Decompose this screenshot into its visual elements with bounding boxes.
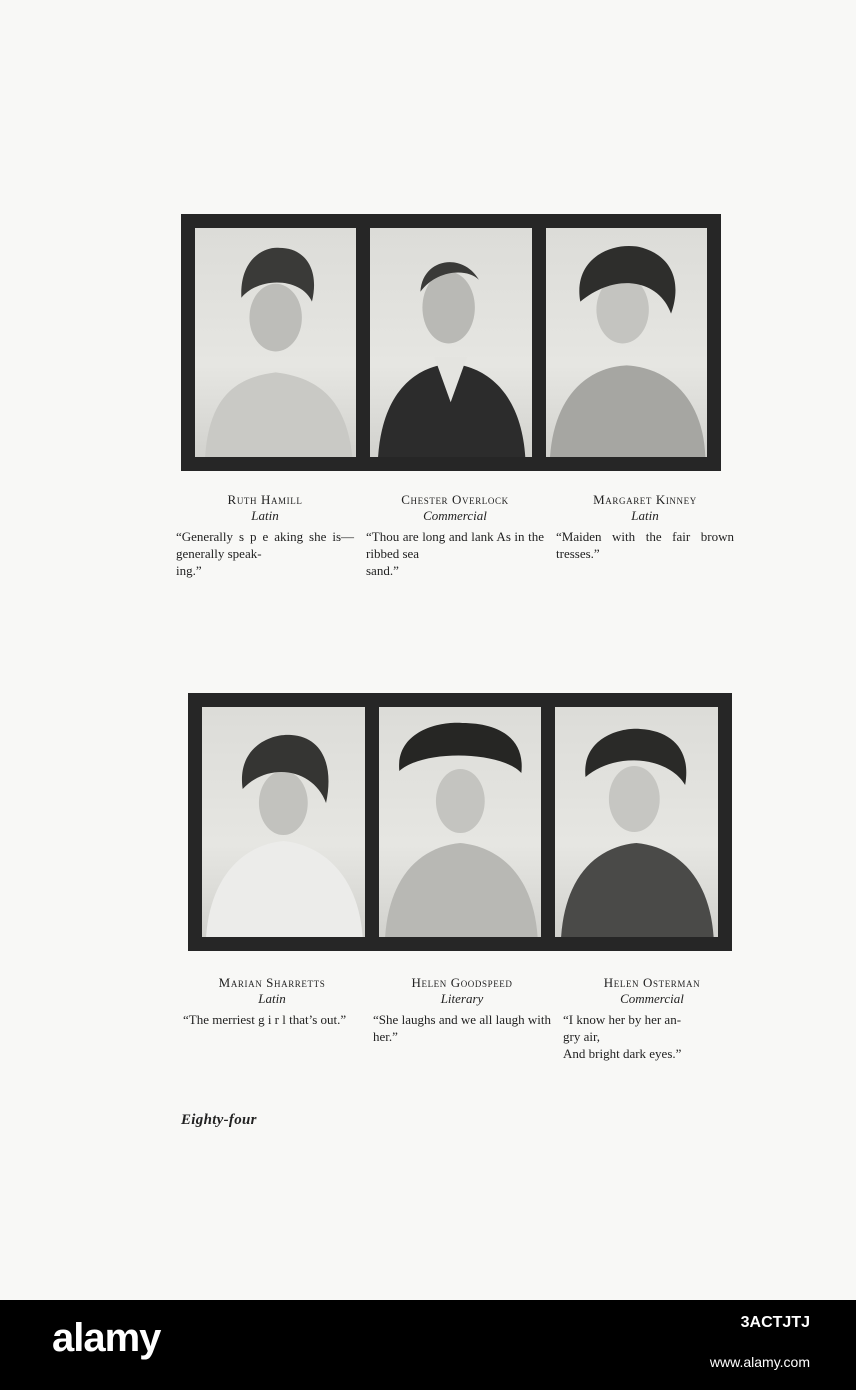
student-quote: “Thou are long and lank As in the ribbed sea sand.” (366, 529, 544, 578)
page-number: Eighty-four (181, 1112, 257, 1128)
caption-helen-goodspeed (367, 975, 557, 1062)
student-name: Margaret Kinney (593, 492, 697, 507)
portrait-ruth-hamill (195, 228, 356, 457)
student-name: Chester Overlock (401, 492, 509, 507)
student-course: Latin (251, 508, 279, 523)
watermark-logo: alamy (52, 1316, 161, 1360)
student-quote: “Maiden with the fair brown tresses.” (556, 529, 734, 561)
student-course: Commercial (423, 508, 487, 523)
portrait-helen-goodspeed (379, 707, 542, 937)
caption-ruth-hamill (170, 492, 360, 579)
photo-strip-bottom (188, 693, 732, 951)
portrait-helen-osterman (555, 707, 718, 937)
student-course: Latin (631, 508, 659, 523)
student-name: Marian Sharretts (218, 975, 326, 990)
student-quote: “The merriest g i r l that’s out.” (183, 1012, 347, 1027)
watermark-url: www.alamy.com (709, 1354, 810, 1370)
watermark-image-id: 3ACTJTJ (740, 1314, 810, 1331)
student-name: Helen Osterman (603, 975, 701, 990)
portrait-margaret-kinney (546, 228, 707, 457)
student-course: Commercial (620, 991, 684, 1006)
student-course: Latin (258, 991, 286, 1006)
photo-strip-top (181, 214, 721, 471)
student-name: Ruth Hamill (227, 492, 303, 507)
caption-chester-overlock (360, 492, 550, 579)
student-name: Helen Goodspeed (411, 975, 513, 990)
watermark-bar (0, 1300, 856, 1390)
portrait-chester-overlock (370, 228, 531, 457)
caption-marian-sharretts (177, 975, 367, 1062)
student-quote: “I know her by her an- gry air, And bright dark eyes.” (563, 1012, 682, 1061)
student-quote: “She laughs and we all laugh with her.” (373, 1012, 551, 1044)
student-quote: “Generally s p e aking she is—generally speak- ing.” (176, 529, 354, 578)
caption-row-bottom (177, 975, 747, 1062)
caption-row-top (170, 492, 740, 579)
caption-helen-osterman (557, 975, 747, 1062)
caption-margaret-kinney (550, 492, 740, 579)
student-course: Literary (440, 991, 484, 1006)
portrait-marian-sharretts (202, 707, 365, 937)
